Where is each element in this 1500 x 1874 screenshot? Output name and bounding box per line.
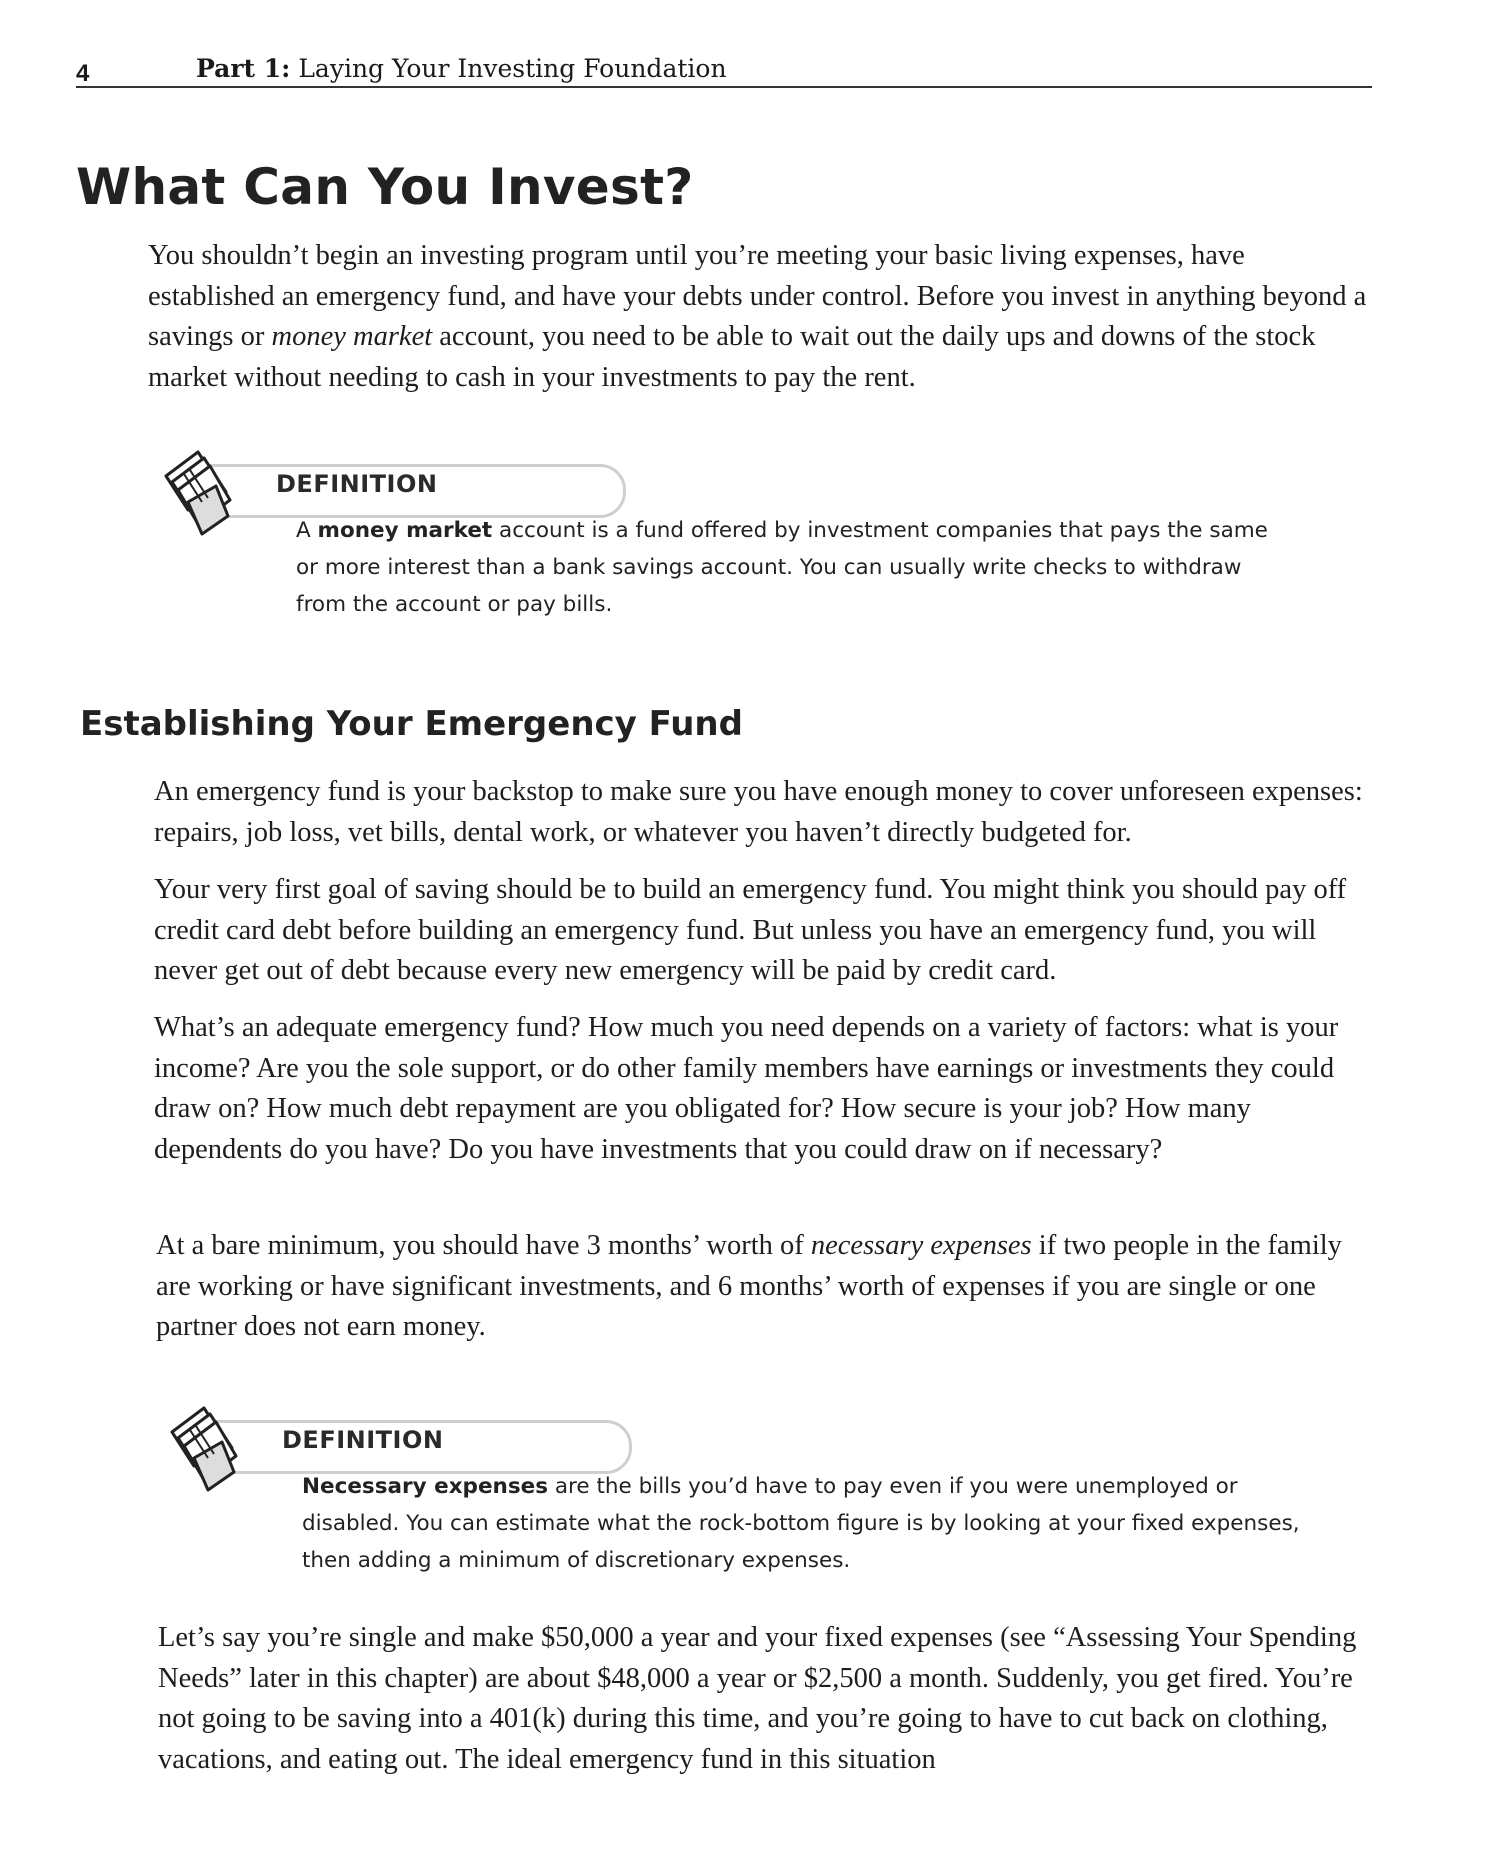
part-heading (196, 54, 727, 83)
page-number: 4 (76, 60, 90, 87)
paragraph-3: What’s an adequate emergency fund? How much you need depends on a variety of factors: what is your income? Are you the sole support, or do other family members have earnings or investments they could draw on? How much debt repayment are you obligated for? How secure is your job? How many dependents do you have? Do you have investments that you could draw on if necessary? (154, 1012, 1339, 1165)
section-title: What Can You Invest? (76, 158, 694, 216)
running-head (76, 54, 1372, 88)
intro-term: money market (271, 321, 433, 352)
paragraph-5: Let’s say you’re single and make $50,000 a year and your fixed expenses (see “Assessing Your Spending Needs” later in this chapter) are about $48,000 a year or $2,500 a month. Suddenly, you get fired. You’re not going to be saving into a 401(k) during this time, and you’re going to have to cut back on clothing, vacations, and eating out. The ideal emergency fund in this situation (158, 1622, 1357, 1775)
subsection-title: Establishing Your Emergency Fund (80, 704, 743, 744)
paragraph-2: Your very first goal of saving should be to build an emergency fund. You might think you should pay off credit card debt before building an emergency fund. But unless you have an emergency fund, you will never get out of debt because every new emergency will be paid by credit card. (154, 874, 1347, 986)
paragraph-4-term: necessary expenses (810, 1230, 1032, 1261)
definition-term: money market (317, 518, 493, 543)
definition-text: A money market account is a fund offered by investment companies that pays the same or more interest than a bank savings account. You can usually write checks to withdraw from the account or pay bills. (296, 518, 1268, 617)
part-title: Laying Your Investing Foundation (298, 54, 727, 83)
part-label: Part 1: (196, 54, 291, 83)
definition-label: DEFINITION (276, 470, 438, 498)
definition-text: Necessary expenses are the bills you’d have to pay even if you were unemployed or disabled. You can estimate what the rock-bottom figure is by looking at your fixed expenses, then adding a minimum of discretionary expenses. (302, 1474, 1300, 1573)
paragraph-1: An emergency fund is your backstop to make sure you have enough money to cover unforeseen expenses: repairs, job loss, vet bills, dental work, or whatever you haven’t directly budgeted for. (154, 776, 1363, 848)
definition-term: Necessary expenses (302, 1474, 549, 1499)
money-stack-icon (164, 1402, 254, 1502)
definition-label: DEFINITION (282, 1426, 444, 1454)
intro-paragraph: You shouldn’t begin an investing program until you’re meeting your basic living expenses, have established an emergency fund, and have your debts under control. Before you invest in anything beyond a savings or money market account, you need to be able to wait out the daily ups and downs of the stock market without needing to cash in your investments to pay the rent. (148, 240, 1367, 393)
paragraph-4: At a bare minimum, you should have 3 months’ worth of necessary expenses if two people in the family are working or have significant investments, and 6 months’ worth of expenses if you are single or one partner does not earn money. (156, 1230, 1342, 1342)
money-stack-icon (158, 446, 248, 546)
